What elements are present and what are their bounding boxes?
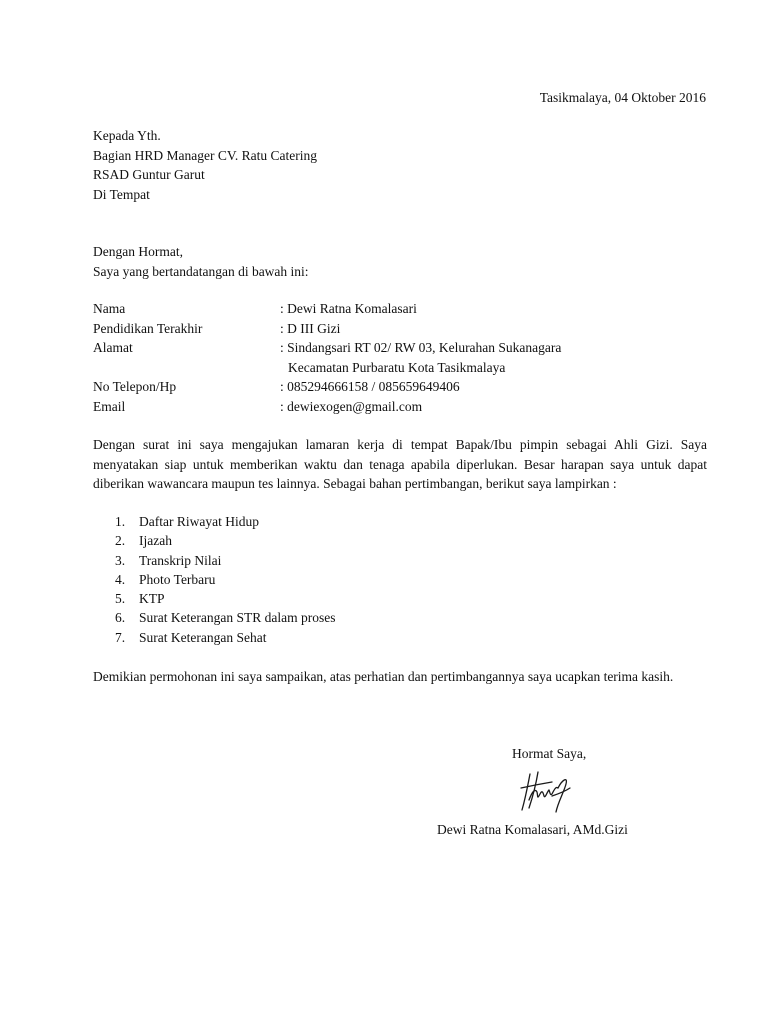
list-number: 6.	[115, 610, 126, 626]
list-number: 1.	[115, 514, 126, 529]
recipient-line: Di Tempat	[93, 186, 150, 202]
identity-row-address-cont	[93, 358, 707, 378]
body-paragraph: Dengan surat ini saya mengajukan lamaran kerja di tempat Bapak/Ibu pimpin sebagai Ahli Gizi. Saya menyatakan siap untuk memberikan waktu dan tenaga apabila diperlukan. Besar harapan saya untuk dapat diberikan wawancara maupun tes lainnya. Sebagai bahan pertimbangan, berikut saya lampirkan :	[93, 437, 707, 491]
identity-value: : Dewi Ratna Komalasari	[280, 301, 417, 316]
list-item	[115, 512, 335, 531]
closing-paragraph: Demikian permohonan ini saya sampaikan, atas perhatian dan pertimbangannya saya ucapkan terima kasih.	[93, 669, 674, 684]
identity-value: : dewiexogen@gmail.com	[280, 398, 423, 414]
list-item	[115, 608, 335, 627]
identity-row-education	[93, 319, 707, 339]
list-text: Photo Terbaru	[139, 571, 216, 587]
list-item	[115, 570, 335, 589]
greeting-block	[93, 242, 707, 281]
recipient-block	[93, 126, 707, 204]
intro-text: Saya yang bertandatangan di bawah ini:	[93, 263, 309, 279]
handwritten-signature	[516, 766, 576, 816]
identity-row-phone	[93, 377, 707, 397]
list-text: KTP	[139, 591, 165, 607]
identity-value: : Sindangsari RT 02/ RW 03, Kelurahan Sukanagara	[280, 340, 562, 355]
recipient-line: RSAD Guntur Garut	[93, 167, 205, 182]
identity-row-name	[93, 299, 707, 319]
identity-label: No Telepon/Hp	[93, 379, 177, 394]
attachment-list	[115, 512, 335, 647]
list-item	[115, 531, 335, 550]
list-text: Surat Keterangan STR dalam proses	[139, 610, 336, 626]
list-number: 7.	[115, 629, 126, 645]
identity-value: : D III Gizi	[280, 320, 341, 336]
list-number: 5.	[115, 591, 126, 607]
list-item	[115, 589, 335, 608]
identity-value: Kecamatan Purbaratu Kota Tasikmalaya	[288, 359, 506, 375]
identity-label: Nama	[93, 301, 126, 316]
list-number: 2.	[115, 533, 126, 549]
list-item	[115, 551, 335, 570]
identity-value: : 085294666158 / 085659649406	[280, 379, 460, 394]
list-text: Daftar Riwayat Hidup	[139, 514, 259, 529]
sign-off: Hormat Saya,	[512, 746, 587, 761]
recipient-line: Bagian HRD Manager CV. Ratu Catering	[93, 147, 317, 163]
letter-date: Tasikmalaya, 04 Oktober 2016	[539, 90, 706, 105]
list-item	[115, 628, 335, 647]
identity-label: Pendidikan Terakhir	[93, 320, 203, 336]
list-text: Ijazah	[139, 533, 172, 549]
identity-table	[93, 299, 707, 416]
signer-name: Dewi Ratna Komalasari, AMd.Gizi	[437, 822, 628, 837]
list-text: Surat Keterangan Sehat	[139, 629, 267, 645]
list-text: Transkrip Nilai	[139, 552, 222, 568]
recipient-line: Kepada Yth.	[93, 128, 161, 143]
identity-row-email	[93, 397, 707, 417]
list-number: 4.	[115, 571, 126, 587]
list-number: 3.	[115, 552, 126, 568]
greeting: Dengan Hormat,	[93, 244, 183, 259]
identity-label: Email	[93, 398, 126, 414]
identity-label: Alamat	[93, 340, 133, 355]
identity-row-address	[93, 338, 707, 358]
